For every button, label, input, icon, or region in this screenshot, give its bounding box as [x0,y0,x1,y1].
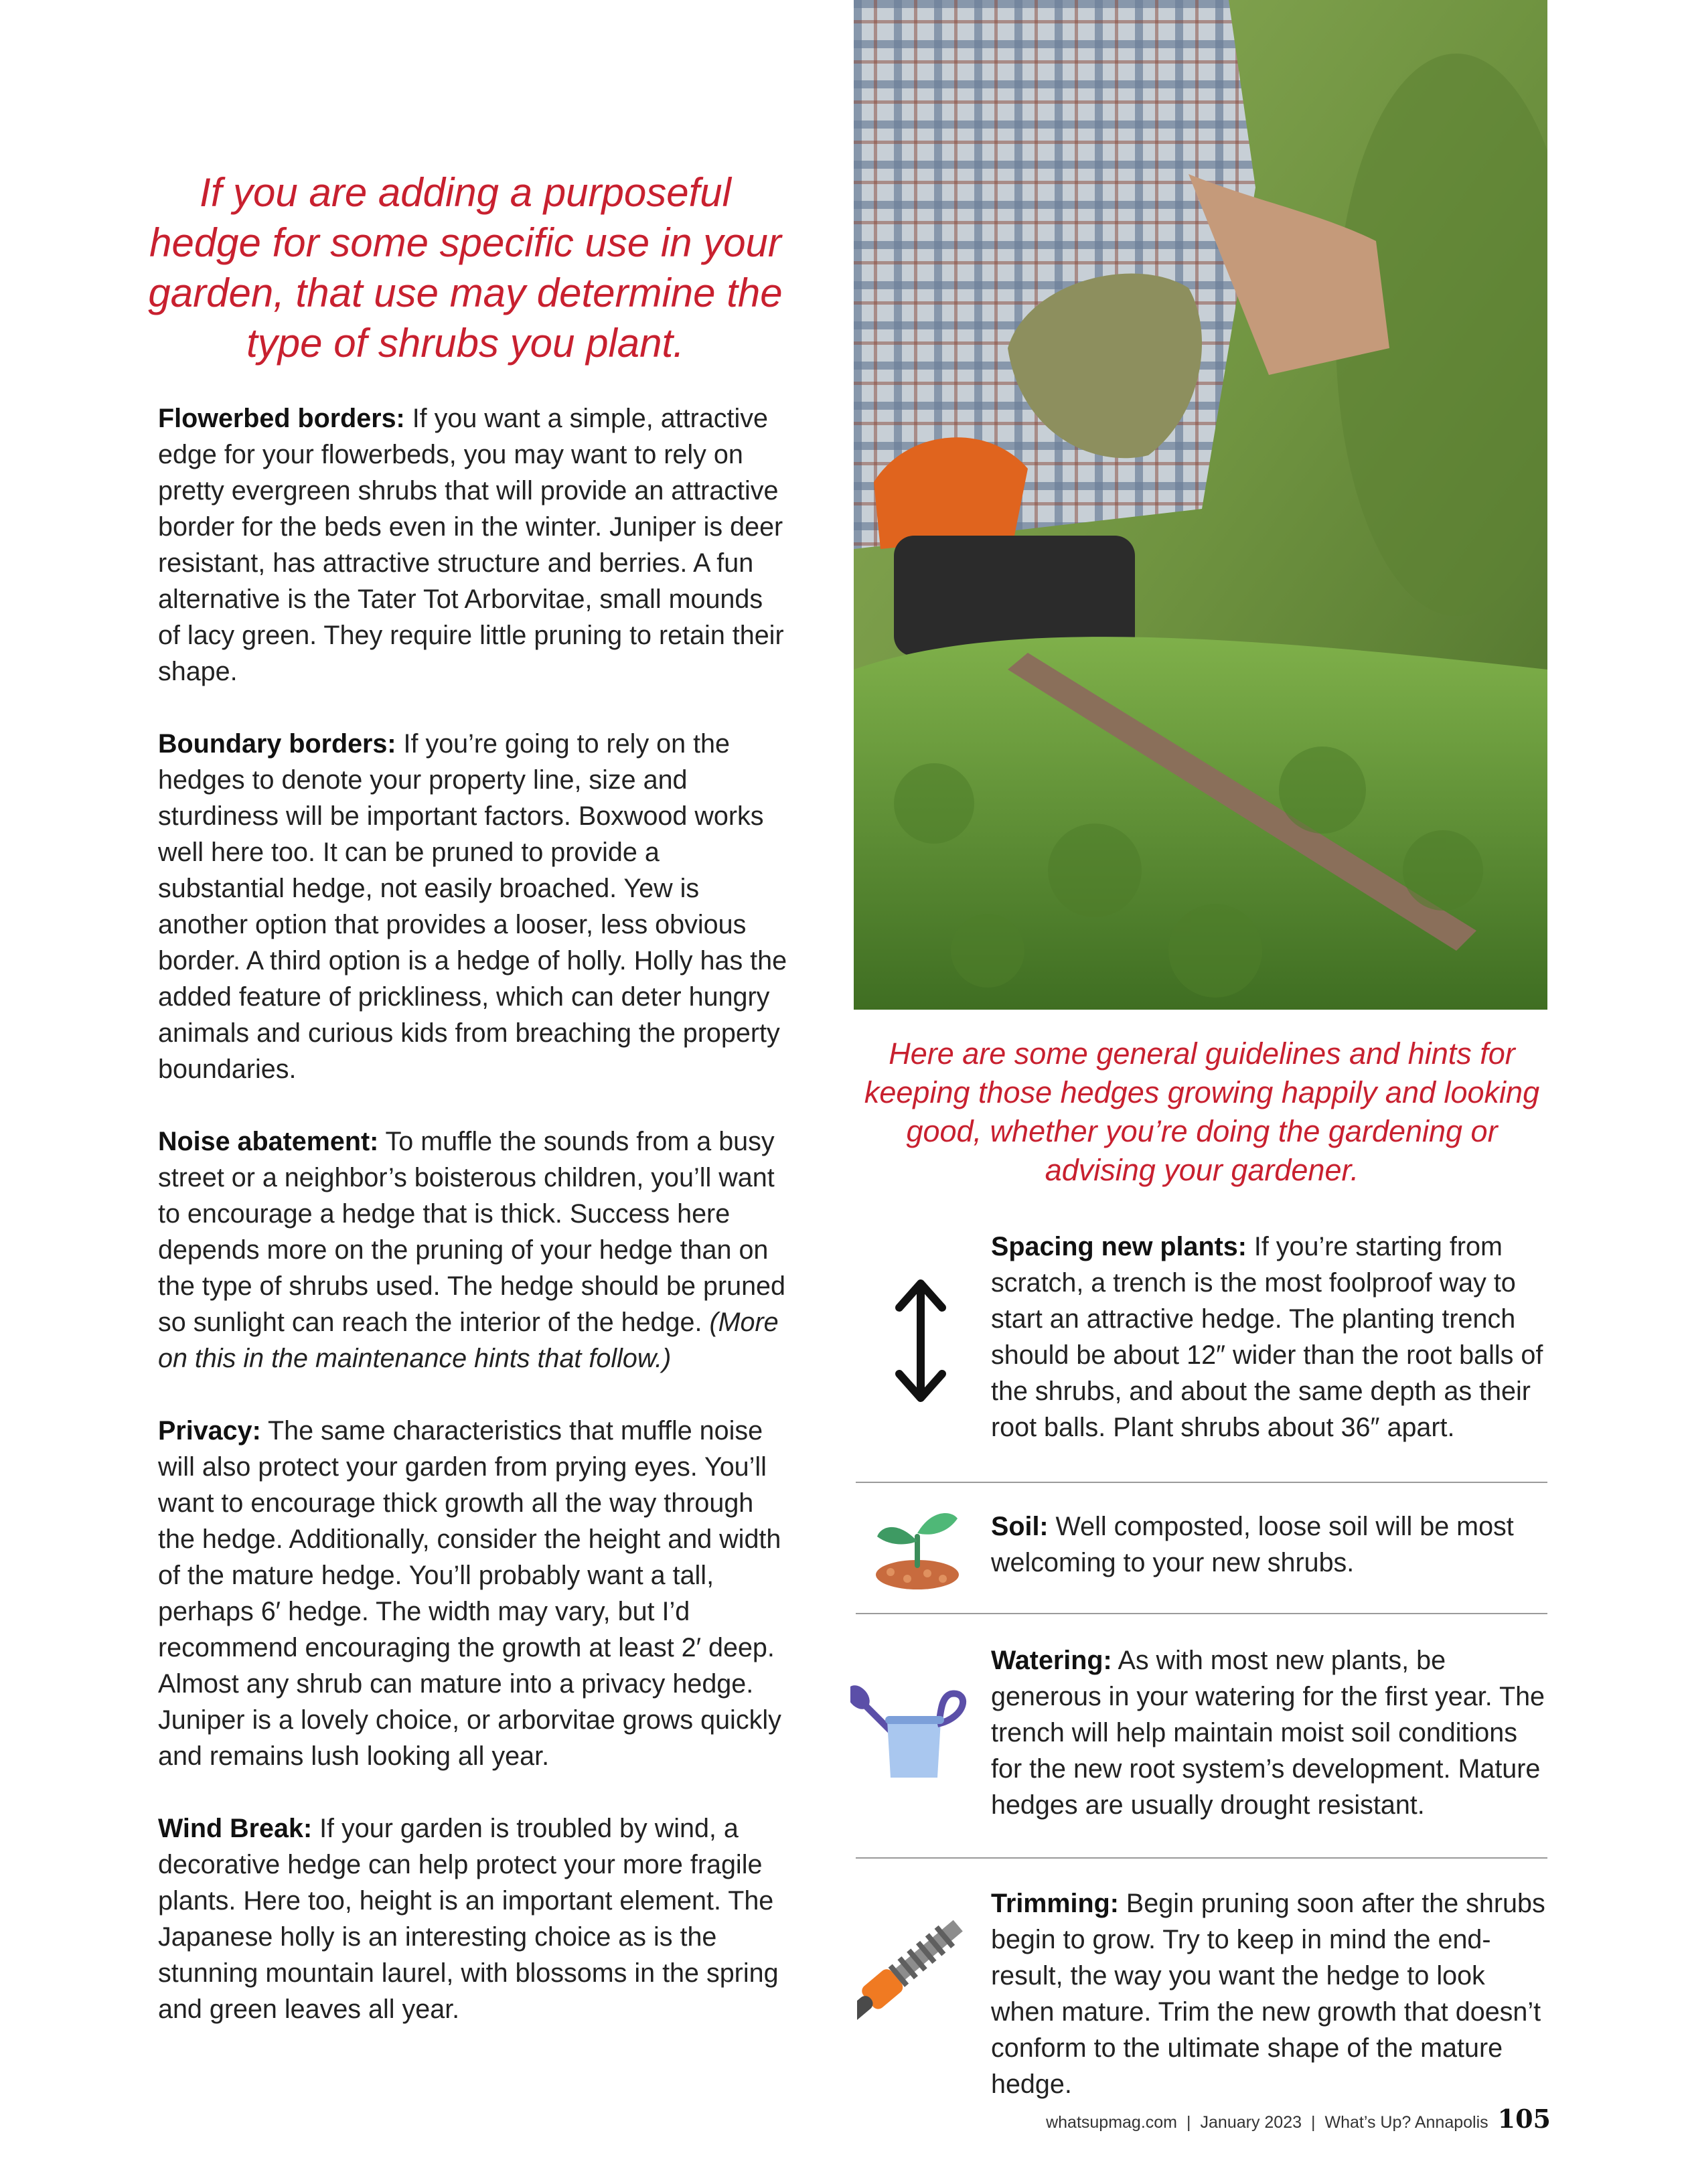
footer-publication: What’s Up? Annapolis [1324,2113,1488,2132]
sprout-icon [870,1500,964,1597]
tip-title: Watering: [991,1646,1112,1675]
left-column [158,400,787,2063]
tip-soil [991,1508,1553,1581]
tip-watering [991,1642,1553,1823]
page-footer [1046,2104,1551,2134]
section-body: If you want a simple, attractive edge for your flowerbeds, you may want to rely on pretty evergreen shrubs that will provide an attractive border for the beds even in the winter. Juniper is deer resistant, has attractive structure and berries. A fun alternative is the Tater Tot Arborvitae, small mounds of lacy green. They require little pruning to retain their shape. [158,404,784,686]
tip-spacing [991,1229,1553,1446]
section-body: The same characteristics that muffle noise will also protect your garden from prying eyes. You’ll want to encourage thick growth all the way through the hedge. Additionally, consider the height and width of the mature hedge. You’ll probably want a tall, perhaps 6′ hedge. The width may vary, but I’d recommend encouraging the growth at least 2′ deep. Almost any shrub can mature into a privacy hedge. Juniper is a lovely choice, or arborvitae grows quickly and remains lush looking all year. [158,1416,781,1771]
tip-body: Begin pruning soon after the shrubs begin to grow. Try to keep in mind the end-result, the way you want the hedge to look when mature. Trim the new growth that doesn’t conform to the ultimate shape of the mature hedge. [991,1889,1545,2099]
page-number: 105 [1497,2104,1551,2134]
tip-body: As with most new plants, be generous in your watering for the first year. The trench will help maintain moist soil conditions for the new root system’s development. Mature hedges are usually drought resistant. [991,1646,1545,1820]
section-note: (More on this in the maintenance hints that follow.) [158,1308,779,1373]
section-title: Flowerbed borders: [158,404,405,433]
tip-trimming [991,1885,1553,2102]
pull-quote: If you are adding a purposeful hedge for some specific use in your garden, that use may determine the type of shrubs you plant. [148,170,783,366]
footer-issue: January 2023 [1200,2113,1302,2132]
section-title: Boundary borders: [158,729,396,759]
section-body: To muffle the sounds from a busy street or a neighbor’s boisterous children, you’ll want to encourage a hedge that is thick. Success here depends more on the pruning of your hedge than on the type of shrubs used. The hedge should be pruned so sunlight can reach the interior of the hedge. [158,1127,785,1337]
section-title: Noise abatement: [158,1127,379,1156]
hedge-trimmer-icon [857,1901,971,2025]
watering-can-icon [850,1684,971,1788]
footer-site: whatsupmag.com [1046,2113,1178,2132]
vertical-arrows-icon [894,1275,947,1409]
footer-separator: | [1187,2113,1191,2132]
photo-caption: Here are some general guidelines and hints for keeping those hedges growing happily and looking good, whether you’re doing the gardening or advising your gardener. [864,1036,1540,1187]
divider [856,1482,1547,1483]
section-wind-break [158,1810,787,2027]
tip-body: If you’re starting from scratch, a trench is the most foolproof way to start an attractive hedge. The planting trench should be about 12″ wider than the root balls of the shrubs, and about the same depth as their root balls. Plant shrubs about 36″ apart. [991,1232,1543,1442]
section-body: If you’re going to rely on the hedges to denote your property line, size and sturdiness will be important factors. Boxwood works well here too. It can be pruned to provide a substantial hedge, not easily broached. Yew is another option that provides a looser, less obvious border. A third option is a hedge of holly. Holly has the added feature of prickliness, which can deter hungry animals and curious kids from breaching the property boundaries. [158,729,787,1084]
section-title: Privacy: [158,1416,261,1446]
section-noise-abatement [158,1123,787,1377]
section-privacy [158,1413,787,1774]
tip-title: Soil: [991,1512,1049,1541]
section-body: If your garden is troubled by wind, a decorative hedge can help protect your more fragile plants. Here too, height is an important element. The Japanese holly is an interesting choice as is the stunning mountain laurel, with blossoms in the spring and green leaves all year. [158,1814,779,2024]
section-flowerbed-borders [158,400,787,690]
section-boundary-borders [158,726,787,1087]
divider [856,1613,1547,1614]
tip-body: Well composted, loose soil will be most welcoming to your new shrubs. [991,1512,1514,1577]
hedge-trimming-photo [854,0,1547,1010]
tip-title: Spacing new plants: [991,1232,1247,1261]
tip-title: Trimming: [991,1889,1119,1918]
footer-separator: | [1311,2113,1316,2132]
divider [856,1857,1547,1859]
section-title: Wind Break: [158,1814,313,1843]
